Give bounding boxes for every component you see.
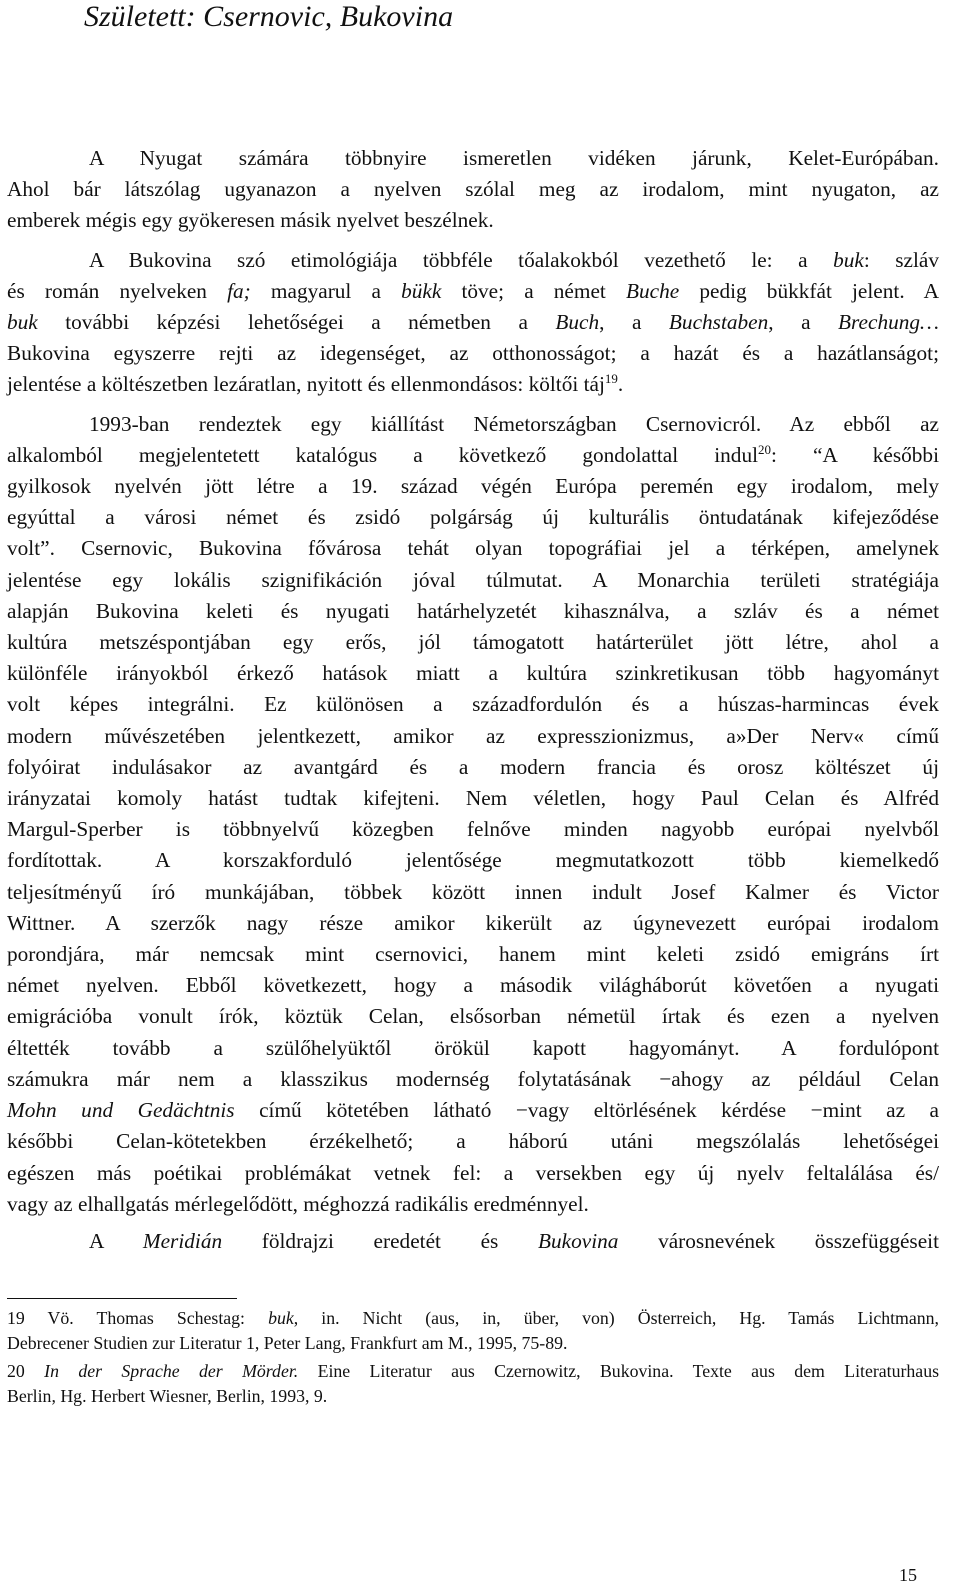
text-line: gyilkosok nyelvén jött létre a 19. század végén Európa peremén egy irodalom, mely — [7, 474, 939, 499]
text-line: porondjára, már nemcsak mint csernovici, hanem mint keleti zsidó emigráns írt — [7, 942, 939, 967]
text-line: A Nyugat számára többnyire ismeretlen vidéken járunk, Kelet-Európában. — [89, 146, 939, 170]
text-line: Debrecener Studien zur Literatur 1, Peter Lang, Frankfurt am M., 1995, 75-89. — [7, 1332, 568, 1353]
text-line: 20 In der Sprache der Mörder. Eine Literatur aus Czernowitz, Bukovina. Texte aus dem Literaturhaus — [7, 1361, 940, 1381]
body-text — [7, 143, 939, 1257]
text-line: emberek mégis egy gyökeresen másik nyelvet beszélnek. — [7, 208, 494, 233]
footnote-20 — [7, 1359, 939, 1408]
text-line: egyúttal a városi német és zsidó polgárság új kulturális öntudatának kifejeződése — [7, 505, 939, 530]
text-line: későbbi Celan-kötetekben érzékelhető; a háború utáni megszólalás lehetőségei — [7, 1129, 939, 1154]
footnote-19 — [7, 1306, 939, 1355]
text-line: egészen más poétikai problémákat vetnek fel: a versekben egy új nyelv feltalálása és/ — [7, 1160, 939, 1185]
text-line: éltették tovább a szülőhelyüktől örökül kapott hagyományt. A fordulópont — [7, 1035, 939, 1060]
text-line: Bukovina egyszerre rejti az idegenséget, az otthonosságot; a hazát és a hazátlanságot; — [7, 341, 939, 366]
text-line: különféle irányokból érkező hatások miatt a kultúra szinkretikusan több hagyományt — [7, 661, 939, 686]
page-title: Született: Csernovic, Bukovina — [84, 0, 454, 33]
paragraph — [7, 409, 939, 1220]
text-line: emigrációba vonult írók, köztük Celan, elsősorban németül írtak és ezen a nyelven — [7, 1004, 939, 1029]
paragraph — [7, 1226, 939, 1257]
text-line: Margul-Sperber is többnyelvű közegben felnőve minden nagyobb európai nyelvből — [7, 817, 939, 842]
text-line: Berlin, Hg. Herbert Wiesner, Berlin, 1993, 9. — [7, 1385, 328, 1406]
text-line: irányzatai komoly hatást tudtak kifejteni. Nem véletlen, hogy Paul Celan és Alfréd — [7, 786, 939, 811]
text-line: 1993-ban rendeztek egy kiállítást Németországban Csernovicról. Az ebből az — [89, 411, 939, 436]
footnotes — [7, 1306, 939, 1408]
text-line: német nyelven. Ebből következett, hogy a második világháborút követően a nyugati — [7, 973, 939, 998]
text-line: Wittner. A szerzők nagy része amikor kikerült az úgynevezett európai irodalom — [7, 910, 939, 935]
text-line: 19 Vö. Thomas Schestag: buk, in. Nicht (aus, in, über, von) Österreich, Hg. Tamás Lichtmann, — [7, 1308, 939, 1328]
text-line: kultúra metszéspontjában egy erős, jól támogatott határterület jött létre, ahol a — [7, 630, 939, 655]
text-line: folyóirat indulásakor az avantgárd és a modern francia és orosz költészet új — [7, 754, 939, 779]
paragraph — [7, 143, 939, 237]
text-line: Mohn und Gedächtnis című kötetében látható −vagy eltörlésének kérdése −mint az a — [7, 1098, 939, 1123]
text-line: alkalomból megjelentetett katalógus a következő gondolattal indul$^{20}$: “A későbbi — [7, 441, 939, 467]
text-line: jelentése egy lokális szignifikáción jóval túlmutat. A Monarchia területi stratégiája — [7, 567, 939, 592]
text-line: számukra már nem a klasszikus modernség folytatásának −ahogy az például Celan — [7, 1066, 939, 1091]
text-line: volt”. Csernovic, Bukovina fővárosa tehát olyan topográfiai jel a térképen, amelynek — [7, 536, 939, 561]
footnote-divider — [7, 1298, 237, 1299]
text-line: és román nyelveken fa; magyarul a bükk töve; a német Buche pedig bükkfát jelent. A — [7, 278, 939, 303]
text-line: fordítottak. A korszakforduló jelentősége megmutatkozott több kiemelkedő — [7, 848, 939, 873]
text-line: buk további képzési lehetőségei a németben a Buch, a Buchstaben, a Brechung… — [7, 310, 939, 335]
text-line: modern művészetében jelentkezett, amikor az expresszionizmus, a»Der Nerv« című — [7, 723, 939, 748]
text-line: Ahol bár látszólag ugyanazon a nyelven szólal meg az irodalom, mint nyugaton, az — [7, 177, 939, 202]
page-number: 15 — [899, 1565, 917, 1585]
text-line: vagy az elhallgatás mérlegelődött, méghozzá radikális eredménnyel. — [7, 1191, 589, 1216]
paragraph — [7, 245, 939, 401]
text-line: A Meridián földrajzi eredetét és Bukovina városnevének összefüggéseit — [89, 1228, 939, 1253]
text-line: A Bukovina szó etimológiája többféle tőalakokból vezethető le: a buk: szláv — [89, 247, 940, 272]
text-line: jelentése a költészetben lezáratlan, nyitott és ellenmondásos: költői táj$^{19}$. — [7, 371, 624, 397]
text-line: alapján Bukovina keleti és nyugati határhelyzetét kihasználva, a szláv és a német — [7, 598, 939, 623]
text-line: teljesítményű író munkájában, többek között innen indult Josef Kalmer és Victor — [7, 879, 939, 904]
text-line: volt képes integrálni. Ez különösen a századfordulón és a húszas-harmincas évek — [7, 692, 939, 717]
